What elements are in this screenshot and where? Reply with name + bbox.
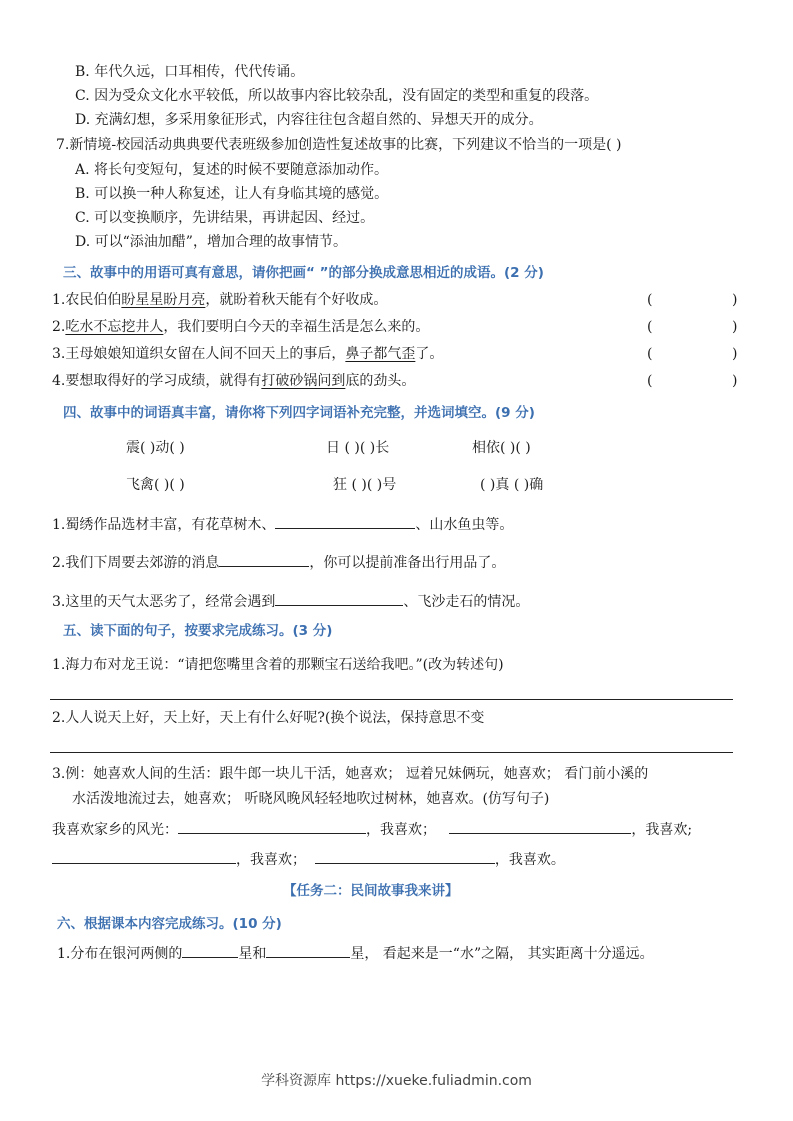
word-blank: 飞禽( )( ) [126,477,185,493]
sec3-item-4: 4.要想取得好的学习成绩，就得有打破砂锅问到底的劲头。 [52,373,416,389]
underlined-phrase: 盼星星盼月亮 [121,292,206,308]
sec5-q1: 1.海力布对龙王说：“请把您嘴里含着的那颗宝石送给我吧。”(改为转述句) [52,657,504,673]
underlined-phrase: 鼻子都气歪 [345,346,416,362]
sec5-q3-line1: 3.例：她喜欢人间的生活：跟牛郎一块儿干活，她喜欢； 逗着兄妹俩玩，她喜欢； 看门前小溪的 [52,766,649,782]
answer-paren-open: ( [647,373,653,389]
fill-blank[interactable] [266,942,350,958]
answer-line[interactable] [50,699,733,700]
word-blank: 相依( )( ) [472,440,531,456]
sec4-sentence-2: 2.我们下周要去郊游的消息 ，你可以提前准备出行用品了。 [52,551,505,573]
sec5-q3-answer-line2: ，我喜欢； ，我喜欢。 [52,848,565,870]
word-blank: 狂 ( )( )号 [333,477,397,493]
sec5-q3-line2: 水活泼地流过去，她喜欢； 听晓风晚风轻轻地吹过树林，她喜欢。(仿写句子) [72,791,550,807]
sec5-q2: 2.人人说天上好，天上好，天上有什么好呢?(换个说法，保持意思不变 [52,710,485,726]
fill-blank[interactable] [52,848,236,864]
task2-title: 【任务二：民间故事我来讲】 [283,883,459,899]
fill-blank[interactable] [182,942,238,958]
answer-paren-close: ) [732,319,738,335]
footer-watermark: 学科资源库 https://xueke.fuliadmin.com [261,1073,532,1089]
word-blank: ( )真 ( )确 [480,477,544,493]
answer-paren-close: ) [732,292,738,308]
answer-paren-open: ( [647,346,653,362]
section6-heading: 六、根据课本内容完成练习。(10 分) [57,916,282,932]
answer-paren-open: ( [647,292,653,308]
answer-paren-open: ( [647,319,653,335]
word-blank: 日 ( )( )长 [326,440,390,456]
q7-option-b: B. 可以换一种人称复述，让人有身临其境的感觉。 [75,186,389,202]
underlined-phrase: 打破砂锅问到 [261,373,346,389]
fill-blank[interactable] [275,513,415,529]
answer-line[interactable] [50,752,733,753]
section3-heading: 三、故事中的用语可真有意思，请你把画“ ”的部分换成意思相近的成语。(2 分) [63,265,544,281]
q6-option-b: B. 年代久远，口耳相传，代代传诵。 [75,64,305,80]
section5-heading: 五、读下面的句子，按要求完成练习。(3 分) [63,623,333,639]
sec3-item-3: 3.王母娘娘知道织女留在人间不回天上的事后，鼻子都气歪了。 [52,346,444,362]
answer-paren-close: ) [732,373,738,389]
q7-option-d: D. 可以“添油加醋”，增加合理的故事情节。 [75,234,347,250]
section4-heading: 四、故事中的词语真丰富，请你将下列四字词语补充完整，并选词填空。(9 分) [63,405,535,421]
sec3-item-2: 2.吃水不忘挖井人，我们要明白今天的幸福生活是怎么来的。 [52,319,430,335]
fill-blank[interactable] [178,818,366,834]
fill-blank[interactable] [275,590,403,606]
q7-option-c: C. 可以变换顺序，先讲结果，再讲起因、经过。 [75,210,375,226]
underlined-phrase: 吃水不忘挖井人 [65,319,164,335]
fill-blank[interactable] [219,551,309,567]
q6-option-c: C. 因为受众文化水平较低，所以故事内容比较杂乱，没有固定的类型和重复的段落。 [75,88,599,104]
sec3-item-1: 1.农民伯伯盼星星盼月亮，就盼着秋天能有个好收成。 [52,292,388,308]
q7-option-a: A. 将长句变短句，复述的时候不要随意添加动作。 [75,162,389,178]
word-blank: 震( )动( ) [126,440,185,456]
fill-blank[interactable] [315,848,495,864]
sec4-sentence-1: 1.蜀绣作品选材丰富，有花草树木、 、山水鱼虫等。 [52,513,513,535]
answer-paren-close: ) [732,346,738,362]
fill-blank[interactable] [449,818,631,834]
q6-option-d: D. 充满幻想，多采用象征形式，内容往往包含超自然的、异想天开的成分。 [75,112,543,128]
sec4-sentence-3: 3.这里的天气太恶劣了，经常会遇到 、飞沙走石的情况。 [52,590,529,612]
sec6-q1: 1.分布在银河两侧的 星和 星， 看起来是一“水”之隔， 其实距离十分遥远。 [57,942,654,964]
sec5-q3-answer-line1: 我喜欢家乡的风光： ，我喜欢； ，我喜欢; [52,818,692,840]
q7-stem: 7.新情境-校园活动典典要代表班级参加创造性复述故事的比赛，下列建议不恰当的一项是( ) [56,137,622,153]
